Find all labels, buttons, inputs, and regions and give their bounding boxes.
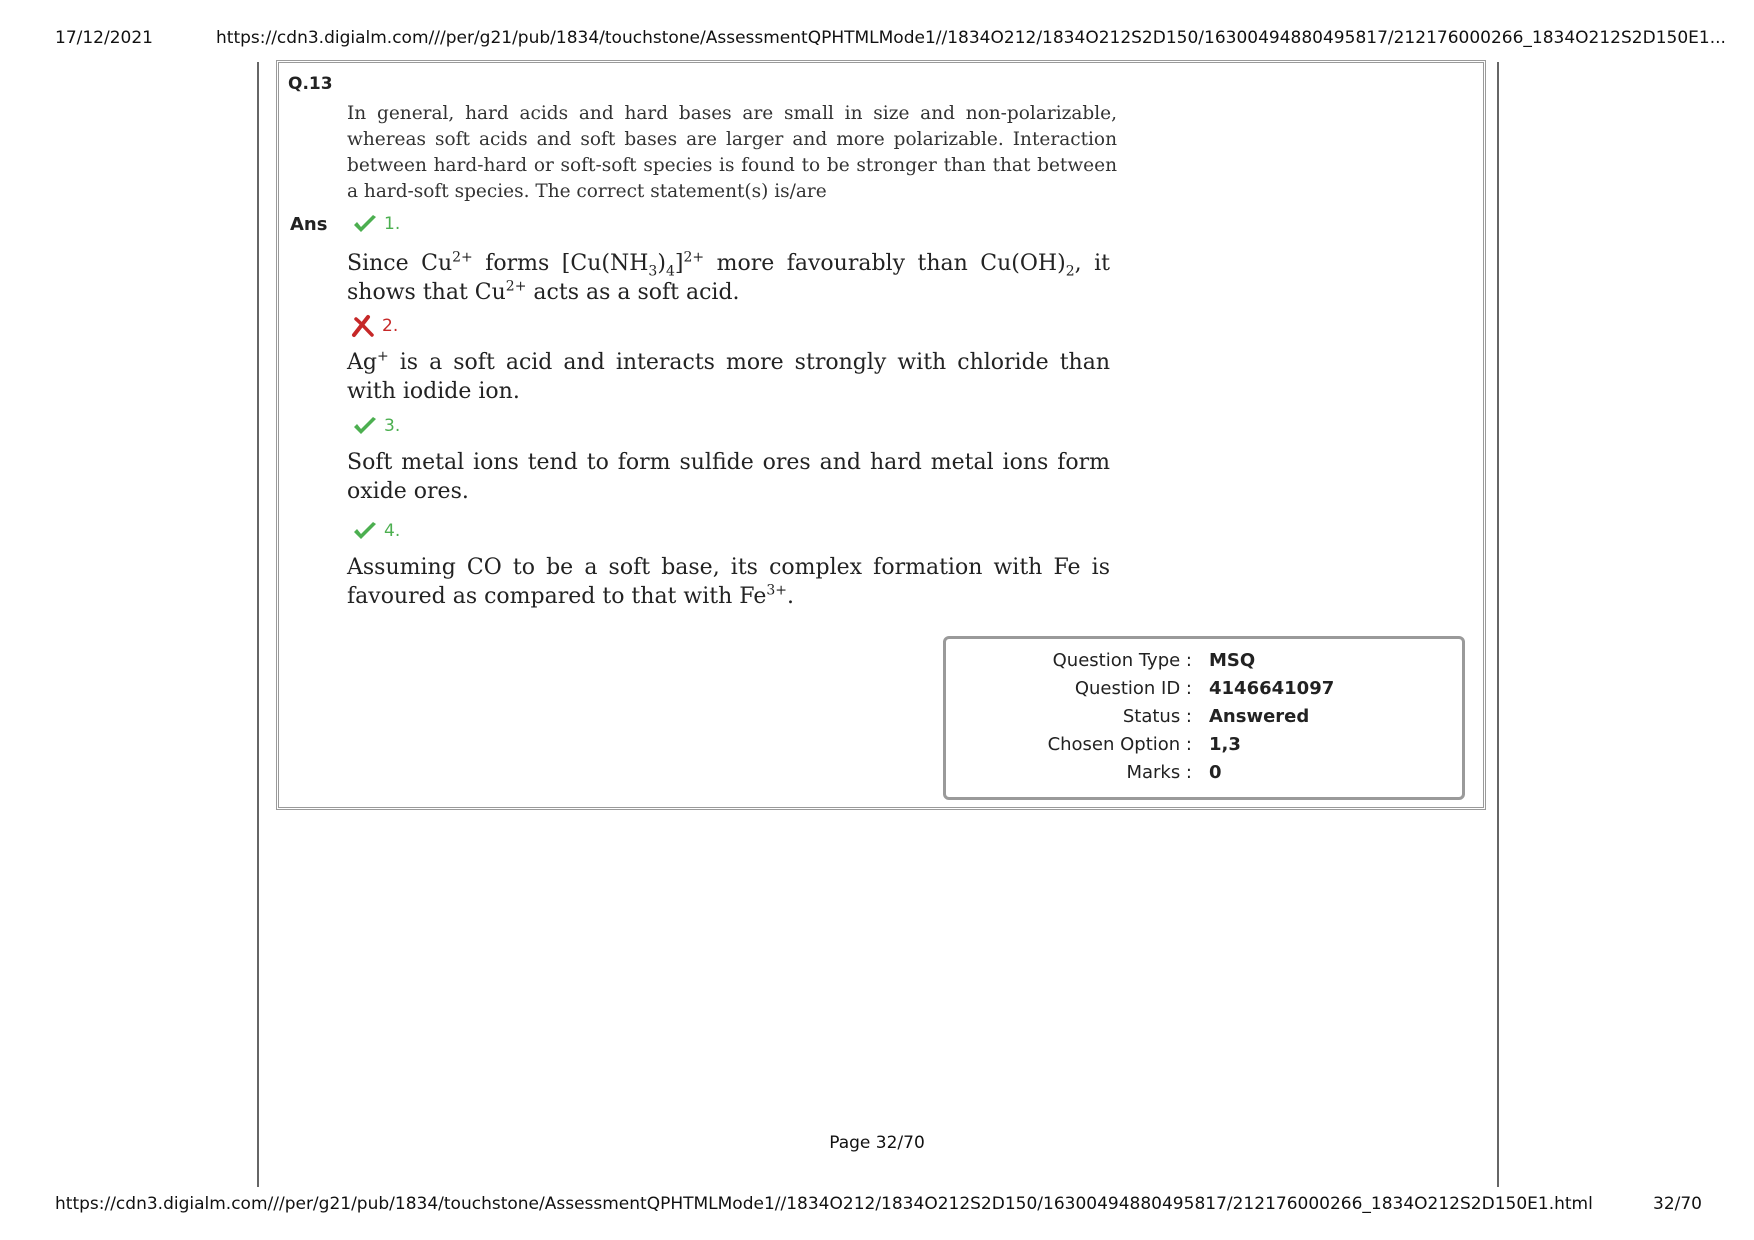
option-1-mark [352,212,400,236]
page-number: Page 32/70 [829,1133,925,1153]
print-page-counter: 32/70 [1653,1194,1702,1214]
cross-icon [350,314,376,338]
info-key: Chosen Option : [1047,734,1192,755]
check-icon [352,519,378,543]
print-url-header: https://cdn3.digialm.com///per/g21/pub/1834/touchstone/AssessmentQPHTMLMode1//1834O212/1834O212S2D150/16300494880495817/212176000266_1834O212S2D150E1... [216,28,1726,48]
option-3-text: Soft metal ions tend to form sulfide ores and hard metal ions form oxide ores. [347,450,1110,504]
info-value: MSQ [1209,650,1256,671]
info-status [946,706,1462,734]
check-icon [352,212,378,236]
option-1-text: Since $Cu^{2+}$ forms $[Cu(NH_3)_4]^{2+}$ more favourably than $Cu(OH)_2$, it shows that $Cu^{2+}$ acts as a soft acid. [347,249,1110,305]
print-date: 17/12/2021 [55,28,153,48]
info-chosen-option [946,734,1462,762]
info-value: 0 [1209,762,1222,783]
info-key: Question ID : [1074,678,1192,699]
info-question-id [946,678,1462,706]
option-2-mark [350,314,398,338]
info-key: Marks : [1126,762,1192,783]
page-right-border [1497,62,1499,1187]
option-4-mark [352,519,400,543]
check-icon [352,414,378,438]
option-1-label: 1. [384,214,401,234]
info-value: 4146641097 [1209,678,1335,699]
option-4-text: Assuming CO to be a soft base, its complex formation with Fe is favoured as compared to that with $Fe^{3+}$. [347,555,1110,609]
page-left-border [257,62,259,1187]
option-2-label: 2. [382,316,399,336]
question-number: Q.13 [288,74,333,94]
option-2-text: Ag+ is a soft acid and interacts more strongly with chloride than with iodide ion. [347,348,1110,404]
info-marks [946,762,1462,790]
answer-label: Ans [290,214,328,235]
info-question-type [946,650,1462,678]
info-key: Question Type : [1052,650,1192,671]
option-4-label: 4. [384,521,401,541]
print-url-footer: https://cdn3.digialm.com///per/g21/pub/1834/touchstone/AssessmentQPHTMLMode1//1834O212/1834O212S2D150/16300494880495817/212176000266_1834O212S2D150E1.html [55,1194,1593,1214]
info-value: Answered [1209,706,1310,727]
question-text: In general, hard acids and hard bases are small in size and non-polarizable, whereas soft acids and soft bases are larger and more polarizable. Interaction between hard-hard or soft-soft species is found to be stronger than that between a hard-soft species. The correct statement(s) is/are [347,103,1117,202]
option-3-label: 3. [384,416,401,436]
info-key: Status : [1122,706,1192,727]
option-3-mark [352,414,400,438]
info-value: 1,3 [1209,734,1241,755]
question-info-box [943,636,1465,800]
